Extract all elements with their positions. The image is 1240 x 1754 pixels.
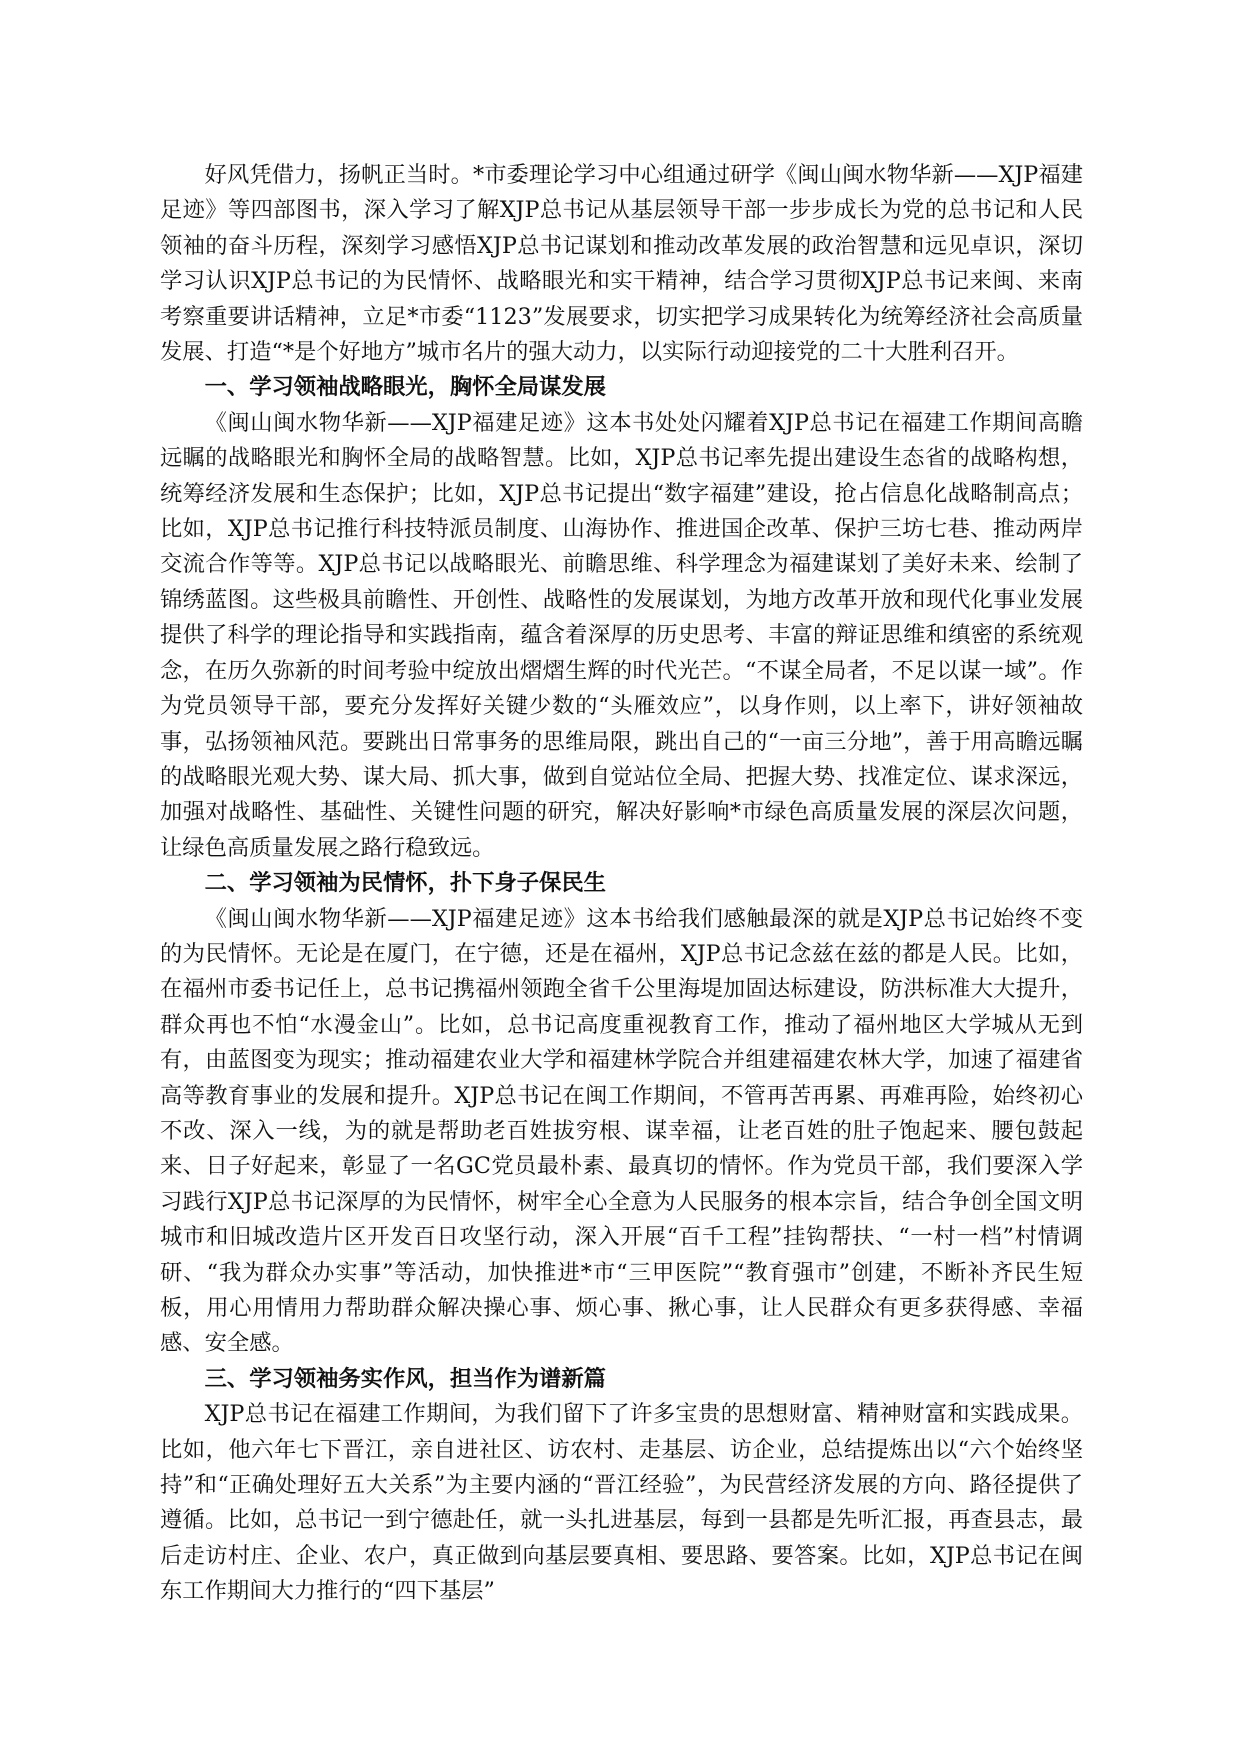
intro-paragraph: 好风凭借力，扬帆正当时。*市委理论学习中心组通过研学《闽山闽水物华新——XJP福建足迹》等四部图书，深入学习了解XJP总书记从基层领导干部一步步成长为党的总书记和人民领袖的奋斗历程，深刻学习感悟XJP总书记谋划和推动改革发展的政治智慧和远见卓识，深切学习认识XJP总书记的为民情怀、战略眼光和实干精神，结合学习贯彻XJP总书记来闽、来南考察重要讲话精神，立足*市委“1123”发展要求，切实把学习成果转化为统筹经济社会高质量发展、打造“*是个好地方”城市名片的强大动力，以实际行动迎接党的二十大胜利召开。 — [160, 162, 1083, 366]
section-1-heading: 一、学习领袖战略眼光，胸怀全局谋发展 — [204, 374, 606, 401]
document-page — [160, 158, 1083, 1610]
section-1-paragraph: 《闽山闽水物华新——XJP福建足迹》这本书处处闪耀着XJP总书记在福建工作期间高瞻远瞩的战略眼光和胸怀全局的战略智慧。比如，XJP总书记率先提出建设生态省的战略构想，统筹经济发展和生态保护；比如，XJP总书记提出“数字福建”建设，抢占信息化战略制高点；比如，XJP总书记推行科技特派员制度、山海协作、推进国企改革、保护三坊七巷、推动两岸交流合作等等。XJP总书记以战略眼光、前瞻思维、科学理念为福建谋划了美好未来、绘制了锦绣蓝图。这些极具前瞻性、开创性、战略性的发展谋划，为地方改革开放和现代化事业发展提供了科学的理论指导和实践指南，蕴含着深厚的历史思考、丰富的辩证思维和缜密的系统观念，在历久弥新的时间考验中绽放出熠熠生辉的时代光芒。“不谋全局者，不足以谋一域”。作为党员领导干部，要充分发挥好关键少数的“头雁效应”，以身作则，以上率下，讲好领袖故事，弘扬领袖风范。要跳出日常事务的思维局限，跳出自己的“一亩三分地”，善于用高瞻远瞩的战略眼光观大势、谋大局、抓大事，做到自觉站位全局、把握大势、找准定位、谋求深远，加强对战略性、基础性、关键性问题的研究，解决好影响*市绿色高质量发展的深层次问题，让绿色高质量发展之路行稳致远。 — [160, 409, 1083, 861]
section-2-heading: 二、学习领袖为民情怀，扑下身子保民生 — [204, 870, 606, 897]
section-3-heading: 三、学习领袖务实作风，担当作为谱新篇 — [204, 1365, 606, 1392]
section-2-paragraph: 《闽山闽水物华新——XJP福建足迹》这本书给我们感触最深的就是XJP总书记始终不变的为民情怀。无论是在厦门，在宁德，还是在福州，XJP总书记念兹在兹的都是人民。比如，在福州市委书记任上，总书记携福州领跑全省千公里海堤加固达标建设，防洪标准大大提升，群众再也不怕“水漫金山”。比如，总书记高度重视教育工作，推动了福州地区大学城从无到有，由蓝图变为现实；推动福建农业大学和福建林学院合并组建福建农林大学，加速了福建省高等教育事业的发展和提升。XJP总书记在闽工作期间，不管再苦再累、再难再险，始终初心不改、深入一线，为的就是帮助老百姓拔穷根、谋幸福，让老百姓的肚子饱起来、腰包鼓起来、日子好起来，彰显了一名GC党员最朴素、最真切的情怀。作为党员干部，我们要深入学习践行XJP总书记深厚的为民情怀，树牢全心全意为人民服务的根本宗旨，结合争创全国文明城市和旧城改造片区开发百日攻坚行动，深入开展“百千工程”挂钩帮扶、“一村一档”村情调研、“我为群众办实事”等活动，加快推进*市“三甲医院”“教育强市”创建，不断补齐民生短板，用心用情用力帮助群众解决操心事、烦心事、揪心事，让人民群众有更多获得感、幸福感、安全感。 — [160, 905, 1083, 1357]
section-3-paragraph: XJP总书记在福建工作期间，为我们留下了许多宝贵的思想财富、精神财富和实践成果。比如，他六年七下晋江，亲自进社区、访农村、走基层、访企业，总结提炼出以“六个始终坚持”和“正确处理好五大关系”为主要内涵的“晋江经验”，为民营经济发展的方向、路径提供了遵循。比如，总书记一到宁德赴任，就一头扎进基层，每到一县都是先听汇报，再查县志，最后走访村庄、企业、农户，真正做到向基层要真相、要思路、要答案。比如，XJP总书记在闽东工作期间大力推行的“四下基层” — [160, 1401, 1083, 1605]
